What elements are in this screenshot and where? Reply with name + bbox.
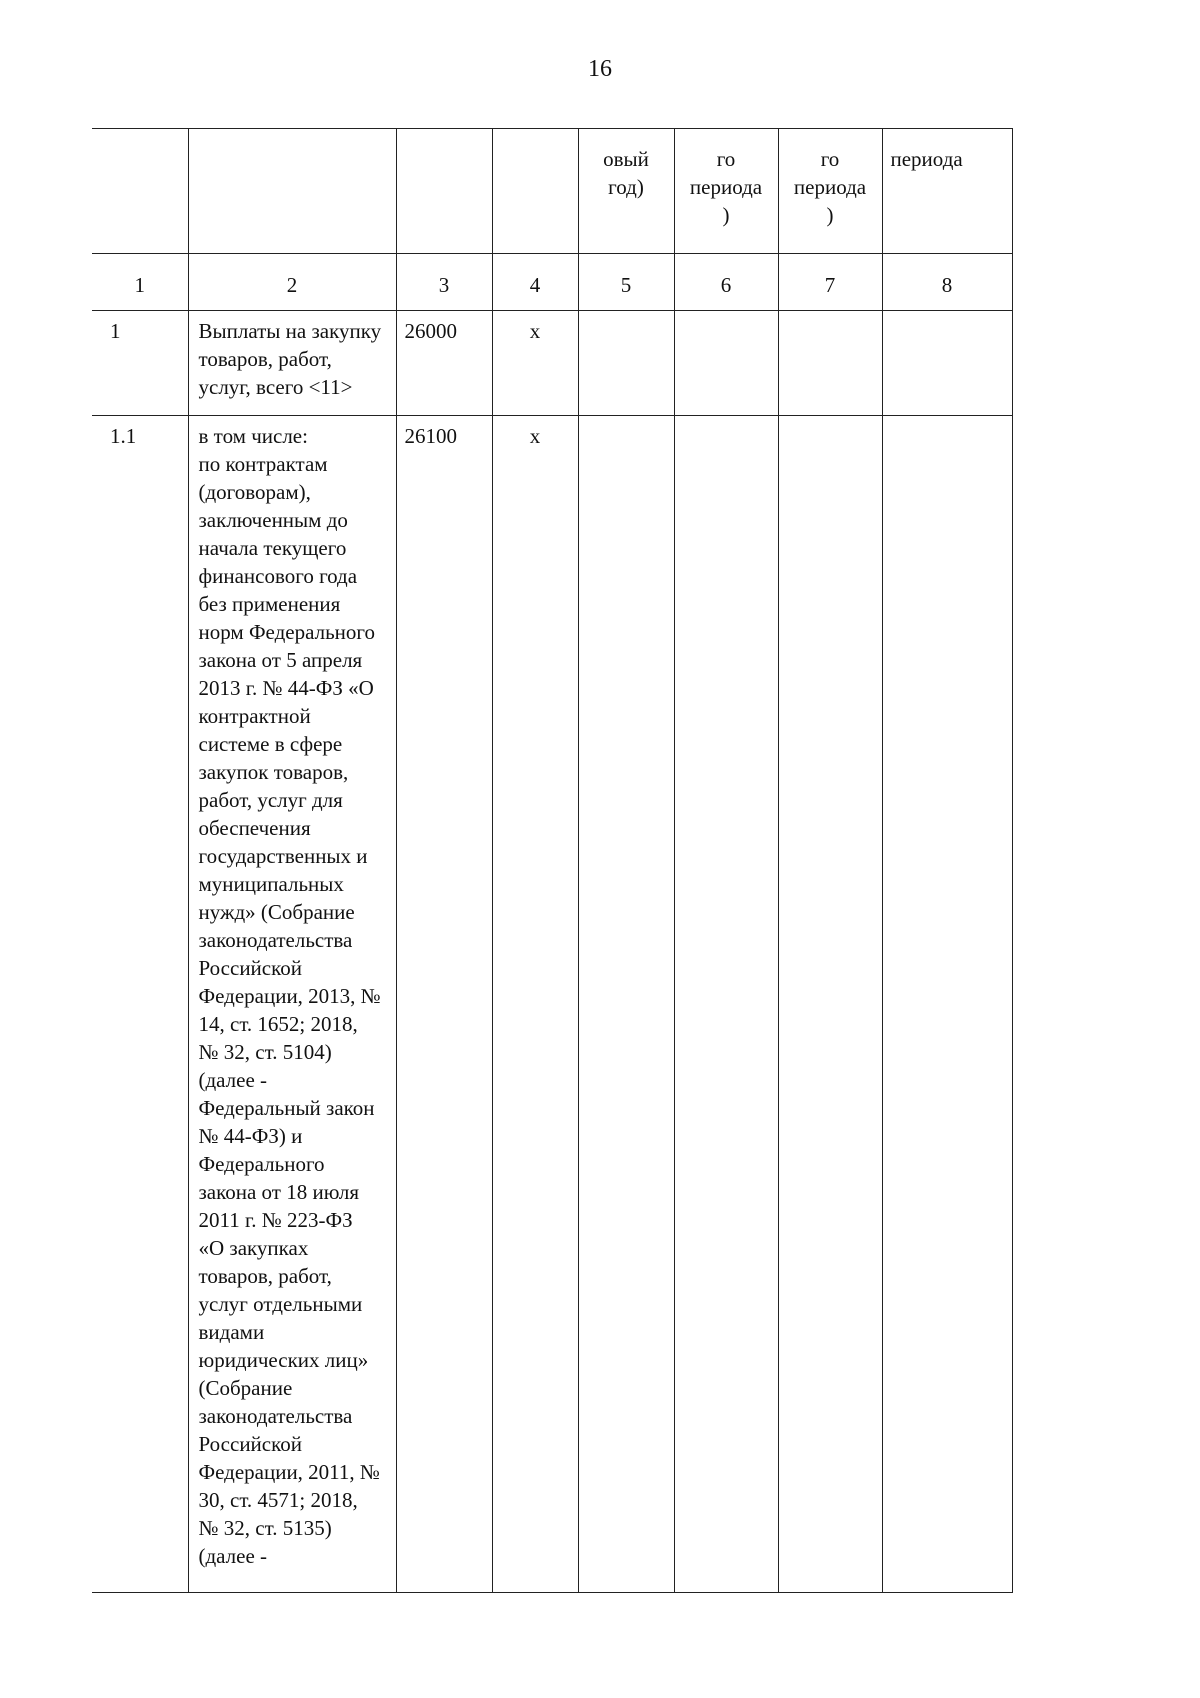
column-number-row bbox=[92, 254, 1012, 311]
row-description: Выплаты на закупку товаров, работ, услуг, всего <11> bbox=[188, 311, 396, 416]
empty-cell bbox=[578, 311, 674, 416]
column-number: 2 bbox=[188, 254, 396, 311]
header-cell-6: го периода ) bbox=[674, 129, 778, 254]
empty-cell bbox=[674, 311, 778, 416]
column-number: 5 bbox=[578, 254, 674, 311]
header-cell-1 bbox=[92, 129, 188, 254]
page-number: 16 bbox=[588, 56, 612, 82]
empty-cell bbox=[578, 416, 674, 1593]
row-description: в том числе: по контрактам (договорам), заключенным до начала текущего финансового года без применения норм Федерального закона от 5 апреля 2013 г. № 44-ФЗ «О контрактной системе в сфере закупок товаров, работ, услуг для обеспечения государственных и муниципальных нужд» (Собрание законодательства Российской Федерации, 2013, № 14, ст. 1652; 2018, № 32, ст. 5104) (далее - Федеральный закон № 44-ФЗ) и Федерального закона от 18 июля 2011 г. № 223-ФЗ «О закупках товаров, работ, услуг отдельными видами юридических лиц» (Собрание законодательства Российской Федерации, 2011, № 30, ст. 4571; 2018, № 32, ст. 5135) (далее - bbox=[188, 416, 396, 1593]
empty-cell bbox=[674, 416, 778, 1593]
row-col4-value: x bbox=[492, 311, 578, 416]
row-col4-value: x bbox=[492, 416, 578, 1593]
table-header-row bbox=[92, 129, 1012, 254]
header-cell-3 bbox=[396, 129, 492, 254]
empty-cell bbox=[778, 416, 882, 1593]
table-row bbox=[92, 416, 1012, 1593]
row-number: 1 bbox=[92, 311, 188, 416]
empty-cell bbox=[778, 311, 882, 416]
column-number: 4 bbox=[492, 254, 578, 311]
header-cell-8: периода bbox=[882, 129, 1012, 254]
row-code: 26100 bbox=[396, 416, 492, 1593]
header-cell-2 bbox=[188, 129, 396, 254]
header-cell-5: овый год) bbox=[578, 129, 674, 254]
column-number: 1 bbox=[92, 254, 188, 311]
column-number: 7 bbox=[778, 254, 882, 311]
header-cell-7: го периода ) bbox=[778, 129, 882, 254]
header-cell-4 bbox=[492, 129, 578, 254]
column-number: 3 bbox=[396, 254, 492, 311]
row-code: 26000 bbox=[396, 311, 492, 416]
column-number: 6 bbox=[674, 254, 778, 311]
table-row bbox=[92, 311, 1012, 416]
empty-cell bbox=[882, 416, 1012, 1593]
column-number: 8 bbox=[882, 254, 1012, 311]
budget-table bbox=[92, 128, 1013, 1593]
row-number: 1.1 bbox=[92, 416, 188, 1593]
empty-cell bbox=[882, 311, 1012, 416]
